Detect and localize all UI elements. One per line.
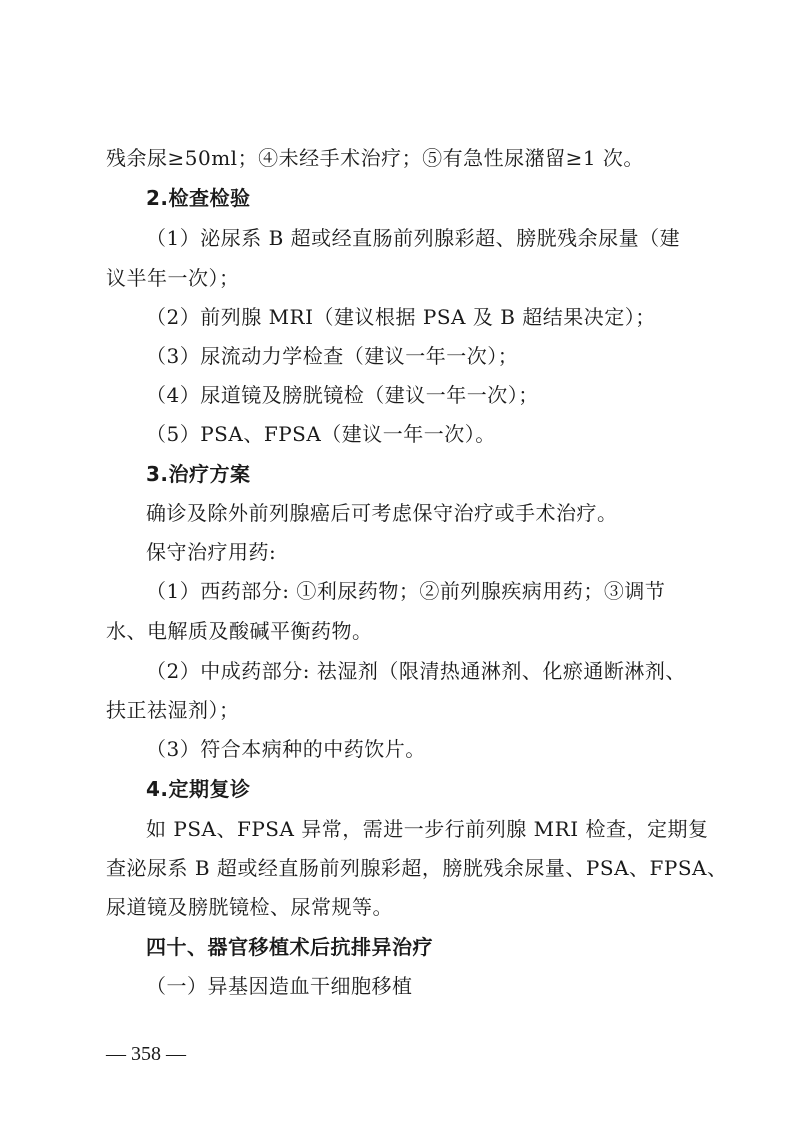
text-line-follow-up-1: 如 PSA、FPSA 异常，需进一步行前列腺 MRI 检查，定期复 xyxy=(146,817,709,841)
text-line-treatment-intro: 确诊及除外前列腺癌后可考虑保守治疗或手术治疗。 xyxy=(146,501,618,525)
heading-examination: 2.检查检验 xyxy=(146,186,251,210)
text-line-residual-urine: 残余尿≥50ml；④未经手术治疗；⑤有急性尿潴留≥1 次。 xyxy=(106,146,644,170)
text-line-exam-1-cont: 议半年一次）； xyxy=(106,266,240,290)
text-line-herbal-pieces: （3）符合本病种的中药饮片。 xyxy=(146,737,426,761)
section-title-transplant: 四十、器官移植术后抗排异治疗 xyxy=(146,935,433,959)
text-line-chinese-patent-drugs: （2）中成药部分: 祛湿剂（限清热通淋剂、化瘀通断淋剂、 xyxy=(146,659,686,683)
text-line-western-drugs: （1）西药部分: ①利尿药物；②前列腺疾病用药；③调节 xyxy=(146,579,666,603)
text-line-conservative-drugs: 保守治疗用药: xyxy=(146,540,277,564)
heading-follow-up: 4.定期复诊 xyxy=(146,777,251,801)
page-number: — 358 — xyxy=(106,1043,186,1065)
text-line-exam-4: （4）尿道镜及膀胱镜检（建议一年一次）； xyxy=(146,383,539,407)
text-line-exam-2: （2）前列腺 MRI（建议根据 PSA 及 B 超结果决定）； xyxy=(146,305,656,329)
text-line-exam-3: （3）尿流动力学检查（建议一年一次）； xyxy=(146,344,519,368)
text-line-western-drugs-cont: 水、电解质及酸碱平衡药物。 xyxy=(106,619,373,643)
text-line-follow-up-3: 尿道镜及膀胱镜检、尿常规等。 xyxy=(106,895,393,919)
text-line-chinese-patent-drugs-cont: 扶正祛湿剂）； xyxy=(106,698,240,722)
subsection-title-stem-cell: （一）异基因造血干细胞移植 xyxy=(146,974,413,998)
text-line-exam-5: （5）PSA、FPSA（建议一年一次）。 xyxy=(146,422,496,446)
heading-treatment-plan: 3.治疗方案 xyxy=(146,462,251,486)
text-line-follow-up-2: 查泌尿系 B 超或经直肠前列腺彩超，膀胱残余尿量、PSA、FPSA、 xyxy=(106,856,728,880)
text-line-exam-1: （1）泌尿系 B 超或经直肠前列腺彩超、膀胱残余尿量（建 xyxy=(146,226,681,250)
